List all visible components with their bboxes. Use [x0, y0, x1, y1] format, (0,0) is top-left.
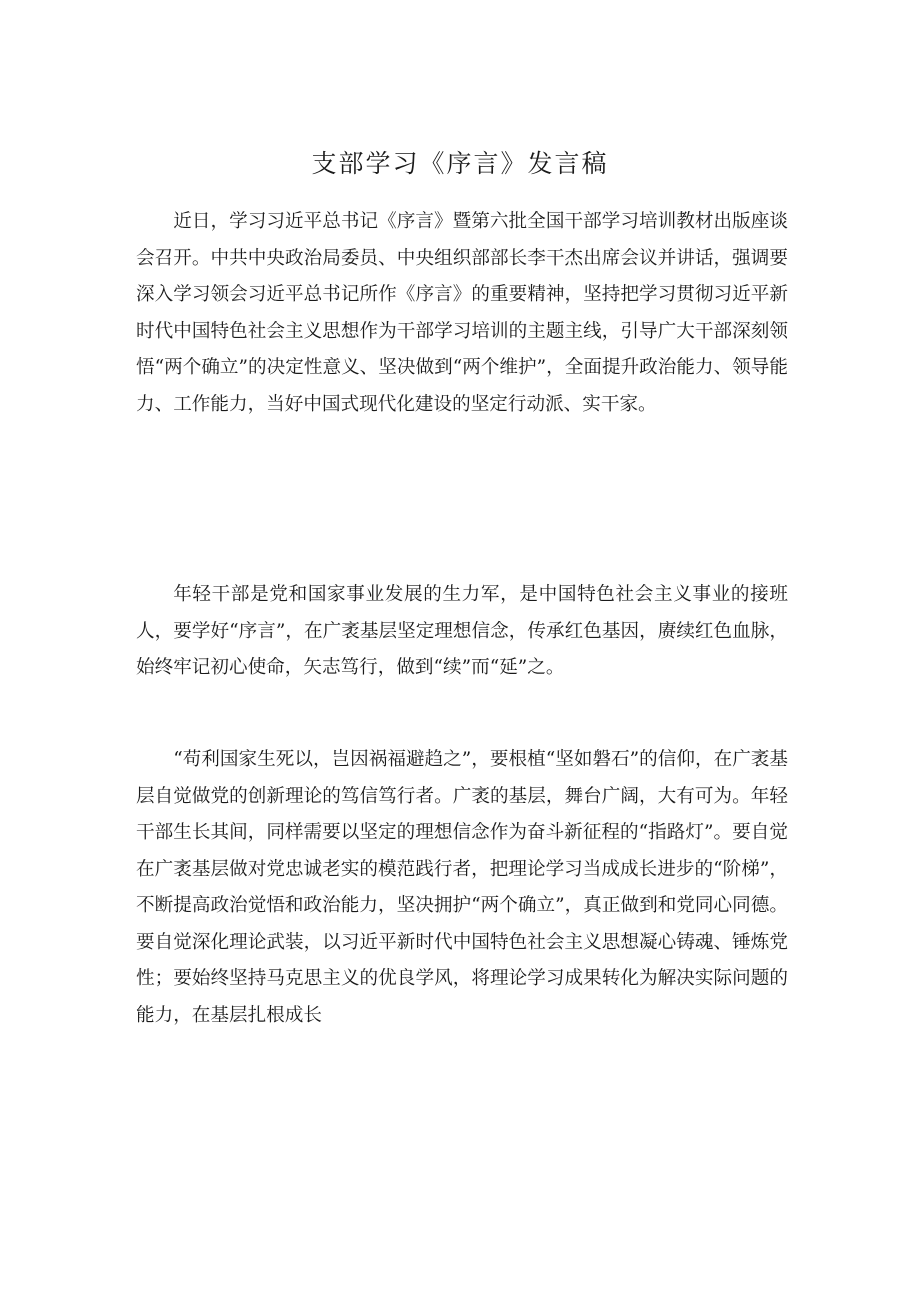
paragraph-1-block: [136, 204, 788, 423]
document-title: 支部学习《序言》发言稿: [311, 149, 609, 178]
paragraph: “苟利国家生死以，岂因祸福避趋之”，要根植“坚如磐石”的信仰，在广袤基层自觉做党的创新理论的笃信笃行者。广袤的基层，舞台广阔，大有可为。年轻干部生长其间，同样需要以坚定的理想信念作为奋斗新征程的“指路灯”。要自觉在广袤基层做对党忠诚老实的模范践行者，把理论学习当成成长进步的“阶梯”，不断提高政治觉悟和政治能力，坚决拥护“两个确立”，真正做到和党同心同德。要自觉深化理论武装，以习近平新时代中国特色社会主义思想凝心铸魂、锤炼党性；要始终坚持马克思主义的优良学风，将理论学习成果转化为解决实际问题的能力，在基层扎根成长: [136, 749, 788, 1026]
paragraph: 近日，学习习近平总书记《序言》暨第六批全国干部学习培训教材出版座谈会召开。中共中央政治局委员、中央组织部部长李干杰出席会议并讲话，强调要深入学习领会习近平总书记所作《序言》的重要精神，坚持把学习贯彻习近平新时代中国特色社会主义思想作为干部学习培训的主题主线，引导广大干部深刻领悟“两个确立”的决定性意义、坚决做到“两个维护”，全面提升政治能力、领导能力、工作能力，当好中国式现代化建设的坚定行动派、实干家。: [136, 211, 788, 415]
paragraph-3-block: [136, 742, 788, 1034]
paragraph-2-block: [136, 577, 788, 687]
paragraph: 年轻干部是党和国家事业发展的生力军，是中国特色社会主义事业的接班人，要学好“序言”，在广袤基层坚定理想信念，传承红色基因，赓续红色血脉，始终牢记初心使命，矢志笃行，做到“续”而“延”之。: [136, 584, 788, 678]
